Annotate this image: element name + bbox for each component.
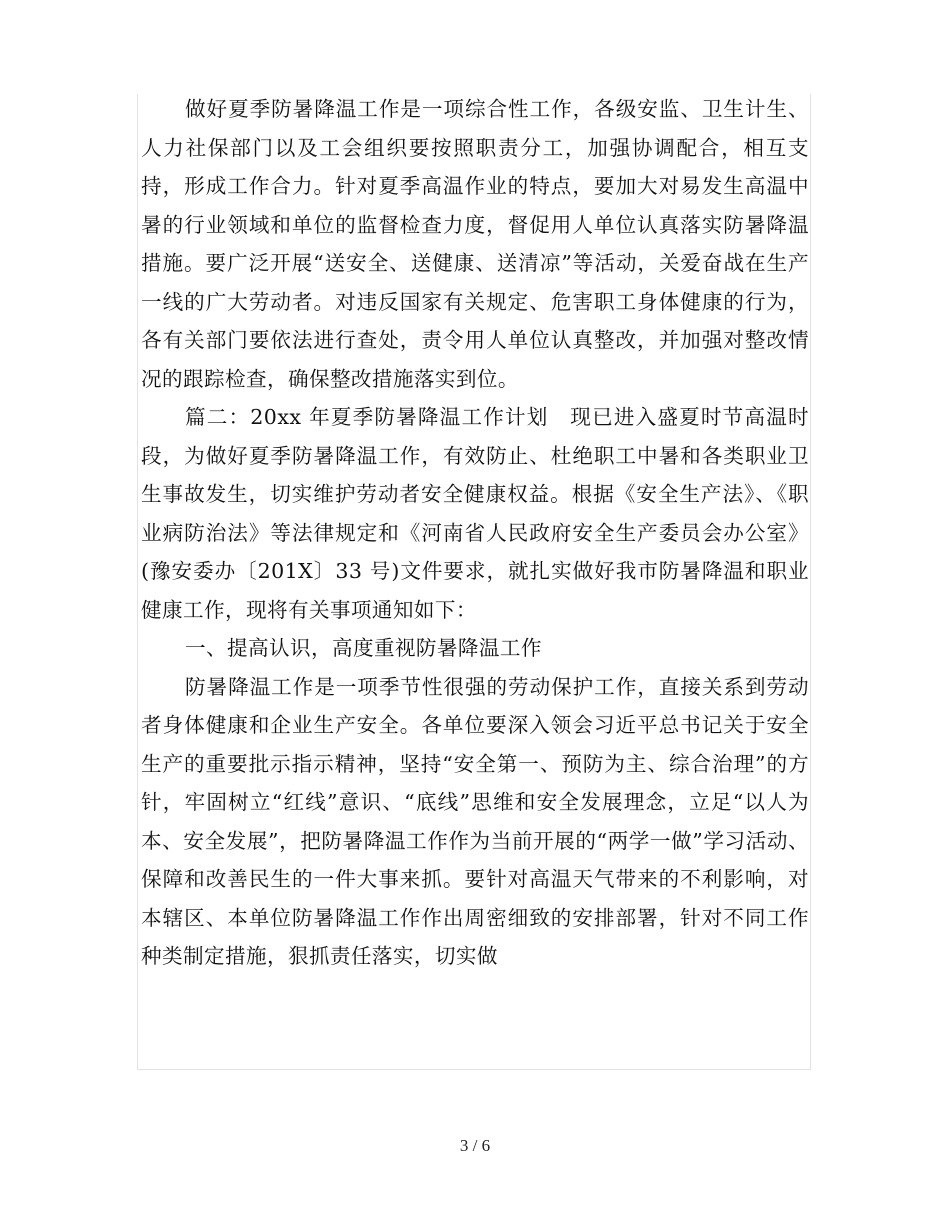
section-heading-1: 一、提高认识，高度重视防暑降温工作 — [185, 636, 542, 660]
paragraph-plan-intro: 篇二：20xx 年夏季防暑降温工作计划 现已进入盛夏时节高温时段，为做好夏季防暑降温工作，有效防止、杜绝职工中暑和各类职业卫生事故发生，切实维护劳动者安全健康权益。根据《安全生产法》、《职业病防治法》等法律规定和《河南省人民政府安全生产委员会办公室》(豫安委办〔201X〕33 号)文件要求，就扎实做好我市防暑降温和职业健康工作，现将有关事项通知如下： — [141, 405, 809, 622]
paragraph-cooperation: 做好夏季防暑降温工作是一项综合性工作，各级安监、卫生计生、人力社保部门以及工会组织要按照职责分工，加强协调配合，相互支持，形成工作合力。针对夏季高温作业的特点，要加大对易发生高温中暑的行业领域和单位的监督检查力度，督促用人单位认真落实防暑降温措施。要广泛开展“送安全、送健康、送清凉”等活动，关爱奋战在生产一线的广大劳动者。对违反国家有关规定、危害职工身体健康的行为，各有关部门要依法进行查处，责令用人单位认真整改，并加强对整改情况的跟踪检查，确保整改措施落实到位。 — [141, 97, 809, 391]
document-body — [141, 90, 809, 976]
paragraph-awareness: 防暑降温工作是一项季节性很强的劳动保护工作，直接关系到劳动者身体健康和企业生产安全。各单位要深入领会习近平总书记关于安全生产的重要批示指示精神，坚持“安全第一、预防为主、综合治理”的方针，牢固树立“红线”意识、“底线”思维和安全发展理念，立足“以人为本、安全发展”，把防暑降温工作作为当前开展的“两学一做”学习活动、保障和改善民生的一件大事来抓。要针对高温天气带来的不利影响，对本辖区、本单位防暑降温工作作出周密细致的安排部署，针对不同工作种类制定措施，狠抓责任落实，切实做 — [141, 674, 809, 968]
page-number: 3 / 6 — [459, 1136, 491, 1155]
